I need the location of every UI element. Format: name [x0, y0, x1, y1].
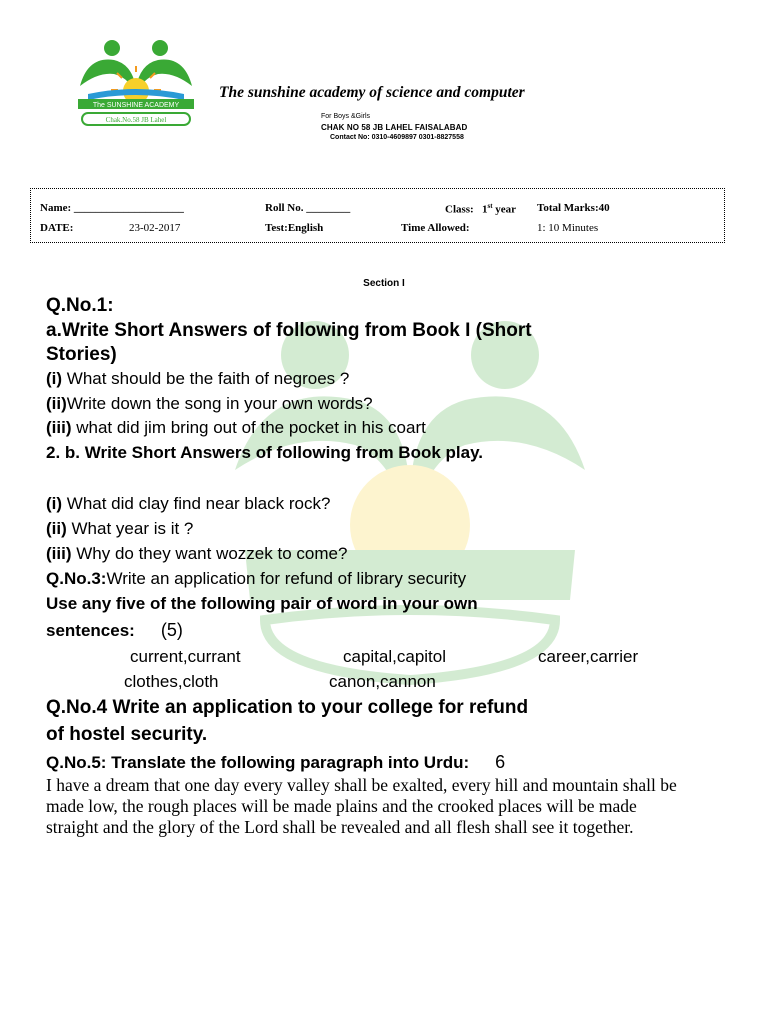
q1b-item-i — [46, 494, 330, 514]
class-label: Class: — [445, 203, 474, 216]
q5-text: Q.No.5: Translate the following paragraph into Urdu: — [46, 753, 470, 772]
q4-line2: of hostel security. — [46, 724, 208, 745]
time-allowed-label: Time Allowed: — [401, 222, 470, 234]
word-pair-5: canon,cannon — [329, 672, 436, 691]
student-info-box — [30, 188, 725, 243]
class-value: 1 — [481, 203, 488, 216]
class-year: year — [492, 203, 517, 216]
name-field: Name: ____________________ — [40, 202, 184, 214]
total-marks: Total Marks:40 — [537, 202, 610, 214]
word-pair-4: clothes,cloth — [124, 672, 219, 691]
q1a-ii-label: (ii) — [46, 394, 67, 413]
date-label: DATE: — [40, 222, 74, 234]
q1a-heading-line1: a.Write Short Answers of following from Book I (Short — [46, 320, 532, 341]
q1b-ii-text: What year is it ? — [66, 519, 194, 538]
q1a-item-iii — [46, 418, 426, 438]
q1a-item-i — [46, 369, 349, 389]
q1b-iii-text: Why do they want wozzek to come? — [71, 544, 348, 563]
contact-numbers: Contact No: 0310-4609897 0301-8827558 — [330, 134, 464, 141]
q1b-iii-label: (iii) — [46, 544, 72, 563]
q3-text: Write an application for refund of library security — [106, 569, 467, 588]
class-suffix-sup: st — [487, 202, 493, 210]
q1a-item-ii — [46, 394, 373, 414]
q1b-heading: 2. b. Write Short Answers of following from Book play. — [46, 443, 483, 462]
section-heading: Section I — [363, 278, 405, 289]
school-title: The sunshine academy of science and computer — [219, 84, 525, 101]
logo-sub-text: Chak.No.58 JB Lahel — [105, 116, 167, 124]
q1b-i-label: (i) — [46, 494, 63, 513]
date-value: 23-02-2017 — [129, 222, 181, 234]
word-pair-2: capital,capitol — [343, 647, 447, 666]
logo-banner-text: The SUNSHINE ACADEMY — [92, 102, 180, 109]
q3-label: Q.No.3: — [46, 569, 107, 588]
q1b-item-iii — [46, 544, 347, 564]
q1-title: Q.No.1: — [46, 295, 114, 316]
q5-question — [46, 752, 505, 773]
q1a-ii-text: Write down the song in your own words? — [66, 394, 373, 413]
q1a-iii-label: (iii) — [46, 418, 72, 437]
word-pair-3: career,carrier — [538, 647, 639, 666]
q1a-heading-line2: Stories) — [46, 344, 117, 365]
q3-question — [46, 569, 466, 589]
roll-no-field: Roll No. ________ — [265, 202, 351, 214]
pairs-marks: (5) — [160, 620, 183, 640]
q1a-i-label: (i) — [46, 369, 63, 388]
translation-paragraph: I have a dream that one day every valley shall be exalted, every hill and mountain shall be made low, the rough places will be made plains and the crooked places will be made straight and the glory of the Lord shall be revealed and all flesh shall see it together. — [46, 775, 677, 837]
test-subject: Test:English — [265, 222, 324, 234]
pairs-instruction-line2 — [46, 620, 183, 641]
q4-line1: Q.No.4 Write an application to your college for refund — [46, 697, 529, 718]
pairs-label: sentences: — [46, 621, 135, 640]
q5-marks: 6 — [495, 752, 506, 772]
pairs-instruction-line1: Use any five of the following pair of word in your own — [46, 594, 478, 613]
q1a-i-text: What should be the faith of negroes ? — [62, 369, 350, 388]
school-address: CHAK NO 58 JB LAHEL FAISALABAD — [321, 123, 468, 132]
academy-logo — [74, 36, 198, 130]
time-allowed-value: 1: 10 Minutes — [537, 222, 599, 234]
class-field — [445, 202, 516, 216]
q1b-ii-label: (ii) — [46, 519, 67, 538]
for-line: For Boys &Girls — [321, 113, 371, 120]
q1b-i-text: What did clay find near black rock? — [62, 494, 331, 513]
q1b-item-ii — [46, 519, 193, 539]
q1a-iii-text: what did jim bring out of the pocket in his coart — [71, 418, 426, 437]
word-pair-1: current,currant — [130, 647, 241, 666]
